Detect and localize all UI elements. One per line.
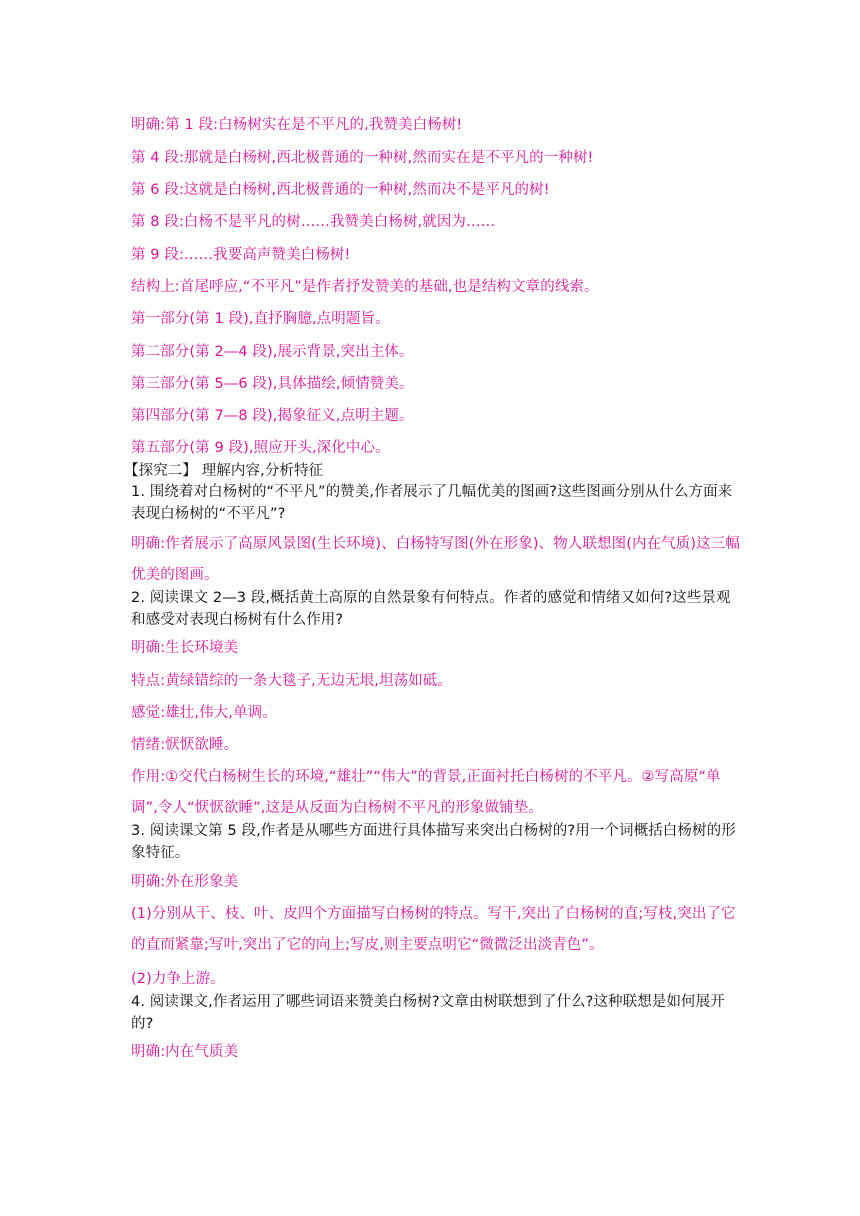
- answer-line: 第 8 段:白杨不是平凡的树……我赞美白杨树,就因为……: [131, 214, 496, 230]
- answer-line: 结构上:首尾呼应,“不平凡”是作者抒发赞美的基础,也是结构文章的线索。: [131, 279, 599, 295]
- answer-2-mood: 情绪:恹恹欲睡。: [131, 737, 239, 753]
- answer-2-effect: 作用:①交代白杨树生长的环境,“雄壮”“伟大”的背景,正面衬托白杨树的不平凡。②写高原“单调”,令人“恹恹欲睡”,这是从反面为白杨树不平凡的形象做铺垫。: [131, 769, 721, 816]
- question-4: 4. 阅读课文,作者运用了哪些词语来赞美白杨树?文章由树联想到了什么?这种联想是如何展开的?: [131, 994, 725, 1032]
- answer-line: 第二部分(第 2—4 段),展示背景,突出主体。: [131, 344, 414, 360]
- question-2: 2. 阅读课文 2—3 段,概括黄土高原的自然景象有何特点。作者的感觉和情绪又如何?这些景观和感受对表现白杨树有什么作用?: [131, 590, 731, 628]
- section-heading: 【探究二】 理解内容,分析特征: [124, 463, 324, 479]
- answer-line: 第五部分(第 9 段),照应开头,深化中心。: [131, 440, 390, 456]
- question-1: 1. 围绕着对白杨树的“不平凡”的赞美,作者展示了几幅优美的图画?这些图画分别从什么方面来表现白杨树的“不平凡”?: [131, 484, 733, 522]
- answer-line: 第四部分(第 7—8 段),揭象征义,点明主题。: [131, 408, 414, 424]
- answer-2-feeling: 感觉:雄壮,伟大,单调。: [131, 705, 277, 721]
- answer-3-title: 明确:外在形象美: [131, 874, 239, 890]
- question-3: 3. 阅读课文第 5 段,作者是从哪些方面进行具体描写来突出白杨树的?用一个词概括白杨树的形象特征。: [131, 823, 736, 861]
- answer-2-features: 特点:黄绿错综的一条大毯子,无边无垠,坦荡如砥。: [131, 673, 453, 689]
- answer-2-title: 明确:生长环境美: [131, 640, 239, 656]
- answer-line: 明确:第 1 段:白杨树实在是不平凡的,我赞美白杨树!: [131, 117, 463, 133]
- answer-4-title: 明确:内在气质美: [131, 1044, 239, 1060]
- answer-line: 第一部分(第 1 段),直抒胸臆,点明题旨。: [131, 311, 390, 327]
- answer-3-point-1: (1)分别从干、枝、叶、皮四个方面描写白杨树的特点。写干,突出了白杨树的直;写枝,突出了它的直而紧靠;写叶,突出了它的向上;写皮,则主要点明它“微微泛出淡青色”。: [131, 906, 736, 953]
- answer-line: 第 4 段:那就是白杨树,西北极普通的一种树,然而实在是不平凡的一种树!: [131, 150, 594, 166]
- answer-line: 第 9 段:……我要高声赞美白杨树!: [131, 247, 351, 263]
- answer-line: 第 6 段:这就是白杨树,西北极普通的一种树,然而决不是平凡的树!: [131, 182, 550, 198]
- answer-1: 明确:作者展示了高原风景图(生长环境)、白杨特写图(外在形象)、物人联想图(内在气质)这三幅优美的图画。: [131, 536, 740, 583]
- answer-line: 第三部分(第 5—6 段),具体描绘,倾情赞美。: [131, 376, 414, 392]
- answer-3-point-2: (2)力争上游。: [131, 971, 225, 987]
